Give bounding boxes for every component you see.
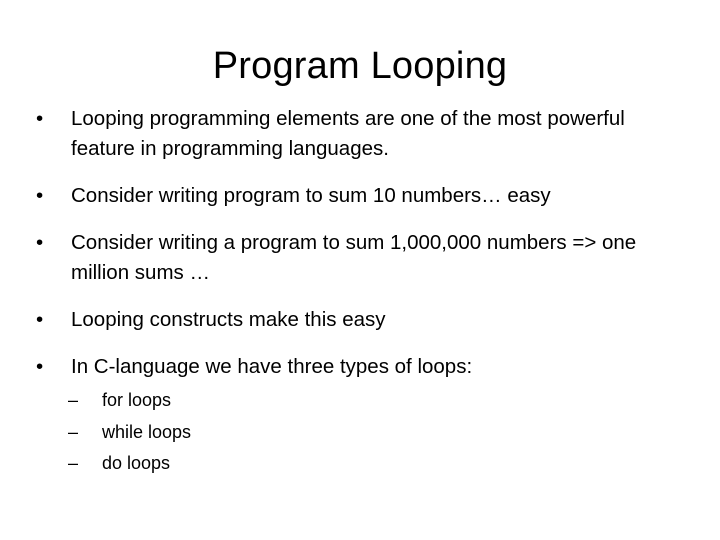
bullet-text: Looping constructs make this easy — [71, 308, 386, 331]
bullet-list — [36, 104, 686, 497]
bullet-text: Consider writing a program to sum 1,000,000 numbers => one million sums … — [71, 231, 637, 284]
bullet-marker: • — [36, 308, 44, 331]
bullet-item — [36, 228, 686, 288]
sub-bullet-marker: – — [68, 421, 79, 442]
bullet-item — [36, 352, 686, 480]
bullet-item — [36, 104, 686, 164]
bullet-marker: • — [36, 184, 44, 207]
bullet-text: In C-language we have three types of loops: — [71, 355, 473, 378]
bullet-item — [36, 181, 686, 211]
sub-bullet-marker: – — [68, 390, 79, 410]
bullet-item — [36, 305, 686, 335]
sub-bullet-item — [68, 385, 686, 417]
bullet-marker: • — [36, 107, 44, 130]
sub-bullet-text: do loops — [102, 453, 171, 473]
sub-bullet-text: for loops — [102, 390, 172, 410]
bullet-marker: • — [36, 231, 44, 254]
bullet-marker: • — [36, 355, 44, 378]
sub-bullet-marker: – — [68, 453, 79, 473]
bullet-text: Consider writing program to sum 10 numbers… easy — [71, 184, 551, 207]
slide-title: Program Looping — [212, 45, 508, 87]
sub-bullet-item — [68, 448, 686, 480]
sub-bullet-text: while loops — [102, 421, 192, 442]
sub-bullet-list — [68, 385, 686, 480]
bullet-text: Looping programming elements are one of the most powerful feature in programming languages. — [71, 107, 625, 160]
sub-bullet-item — [68, 417, 686, 449]
